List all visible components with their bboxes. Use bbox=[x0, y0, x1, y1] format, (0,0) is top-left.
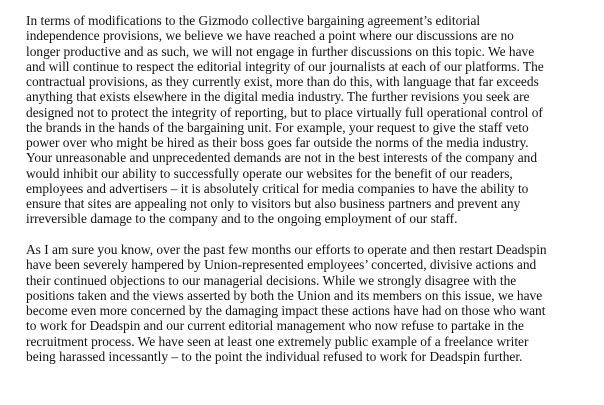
text-line: Your unreasonable and unprecedented demands are not in the best interests of the company and bbox=[26, 150, 538, 166]
text-line: power over who might be hired as their boss goes far outside the norms of the media industry. bbox=[26, 135, 529, 150]
text-line: ensure that sites are appealing not only to visitors but also business partners and prevent any bbox=[26, 196, 521, 211]
text-line: designed not to protect the integrity of reporting, but to place virtually full operational control of bbox=[26, 104, 543, 120]
text-line: their continued objections to our managerial decisions. While we strongly disagree with the bbox=[26, 272, 517, 288]
text-line: would inhibit our ability to successfully operate our websites for the benefit of our readers, bbox=[26, 165, 513, 181]
text-line: anything that exists elsewhere in the digital media industry. The further revisions you seek are bbox=[26, 89, 530, 105]
text-line: to work for Deadspin and our current editorial management who now refuse to partake in the bbox=[26, 318, 524, 334]
text-line: and will continue to respect the editorial integrity of our journalists at each of our platforms. The bbox=[26, 58, 544, 74]
paragraph-deadspin-restart bbox=[26, 242, 594, 364]
text-line: In terms of modifications to the Gizmodo collective bargaining agreement’s editorial bbox=[26, 13, 481, 28]
text-line: longer productive and as such, we will not engage in further discussions on this topic. We have bbox=[26, 43, 535, 59]
text-line: independence provisions, we believe we have reached a point where our discussions are no bbox=[26, 28, 514, 44]
text-line: As I am sure you know, over the past few months our efforts to operate and then restart Deadspin bbox=[26, 242, 547, 257]
text-line: contractual provisions, as they currently exist, more than do this, with language that far exceeds bbox=[26, 74, 539, 89]
text-line: the brands in the hands of the bargaining unit. For example, your request to give the staff veto bbox=[26, 119, 529, 135]
text-line: have been severely hampered by Union-represented employees’ concerted, divisive actions and bbox=[26, 257, 537, 273]
text-line: positions taken and the views asserted by both the Union and its members on this issue, we have bbox=[26, 287, 543, 303]
text-line: become even more concerned by the damaging impact these actions have had on those who want bbox=[26, 303, 546, 318]
paragraph-spacer bbox=[26, 227, 594, 243]
text-line: being harassed incessantly – to the point the individual refused to work for Deadspin further. bbox=[26, 348, 523, 364]
paragraph-editorial-independence bbox=[26, 13, 594, 227]
text-line: irreversible damage to the company and to the ongoing employment of our staff. bbox=[26, 211, 458, 227]
text-line: employees and advertisers – it is absolutely critical for media companies to have the ability to bbox=[26, 180, 529, 196]
text-line: recruitment process. We have seen at least one extremely public example of a freelance writer bbox=[26, 333, 529, 349]
